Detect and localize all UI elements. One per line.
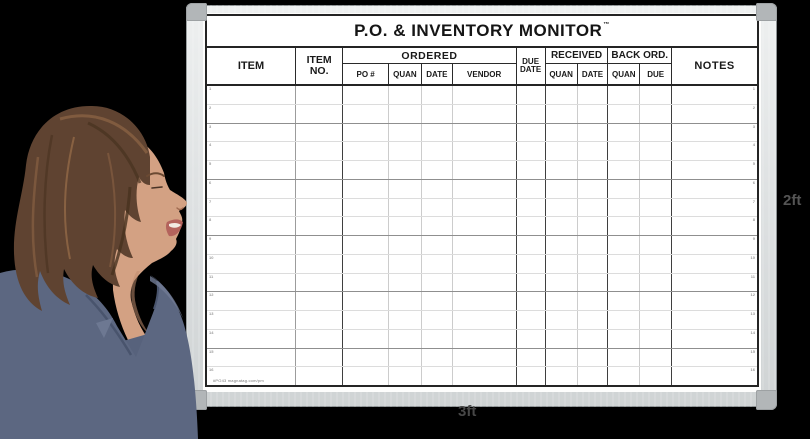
- row-cell: [388, 142, 421, 160]
- row-cell: [516, 142, 545, 160]
- row-cell: [516, 236, 545, 254]
- group-header-back-ord: BACK ORD.: [607, 48, 671, 64]
- row-cell: [421, 367, 452, 385]
- row-cell: [607, 274, 639, 292]
- table-row: [207, 180, 757, 199]
- row-cell: [639, 124, 671, 142]
- row-cell: [545, 274, 577, 292]
- row-cell: [388, 86, 421, 104]
- row-cell: [388, 274, 421, 292]
- woman-eye: [152, 187, 162, 188]
- board-title: P.O. & INVENTORY MONITOR: [354, 21, 603, 40]
- table-row: [207, 236, 757, 255]
- row-cell: [545, 292, 577, 310]
- row-cell: [342, 86, 388, 104]
- row-cell: [671, 311, 757, 329]
- row-cell: [671, 105, 757, 123]
- row-cell: [295, 330, 342, 348]
- row-number: 12: [209, 292, 214, 298]
- row-cell: [516, 274, 545, 292]
- row-cell: [577, 105, 608, 123]
- row-cell: [516, 105, 545, 123]
- row-cell: [452, 180, 516, 198]
- row-cell: [639, 161, 671, 179]
- row-number: 15: [209, 348, 214, 354]
- row-cell: [671, 86, 757, 104]
- table-row: [207, 86, 757, 105]
- row-cell: [452, 217, 516, 235]
- row-cell: [607, 199, 639, 217]
- row-cell: [388, 292, 421, 310]
- row-cell: [516, 367, 545, 385]
- row-number: 16: [750, 367, 755, 373]
- row-cell: [545, 236, 577, 254]
- row-number: 2: [752, 104, 755, 110]
- row-cell: [671, 367, 757, 385]
- row-cell: [452, 142, 516, 160]
- row-cell: [607, 86, 639, 104]
- row-number: 7: [752, 198, 755, 204]
- row-number: 5: [752, 161, 755, 166]
- row-cell: [388, 105, 421, 123]
- row-cell: [421, 86, 452, 104]
- row-cell: [671, 199, 757, 217]
- row-number: 13: [209, 311, 214, 316]
- row-cell: [516, 124, 545, 142]
- row-cell: [452, 255, 516, 273]
- board-surface: [203, 13, 761, 392]
- row-cell: [516, 217, 545, 235]
- row-cell: [452, 274, 516, 292]
- group-header-received: RECEIVED: [545, 48, 608, 64]
- row-cell: [342, 199, 388, 217]
- row-cell: [607, 180, 639, 198]
- row-cell: [421, 142, 452, 160]
- row-cell: [421, 180, 452, 198]
- row-cell: [295, 349, 342, 367]
- row-number: 2: [209, 104, 212, 110]
- row-cell: [545, 311, 577, 329]
- row-cell: [452, 367, 516, 385]
- row-cell: [421, 330, 452, 348]
- row-cell: [342, 142, 388, 160]
- row-number: 3: [752, 123, 755, 129]
- column-header-received-quan: QUAN: [545, 64, 577, 84]
- row-cell: [388, 161, 421, 179]
- row-cell: [607, 367, 639, 385]
- row-cell: [388, 180, 421, 198]
- row-cell: [342, 161, 388, 179]
- row-cell: [545, 86, 577, 104]
- row-cell: [295, 142, 342, 160]
- row-cell: [671, 217, 757, 235]
- row-cell: [671, 255, 757, 273]
- row-cell: [545, 330, 577, 348]
- row-cell: [545, 255, 577, 273]
- frame-corner-top-right: [756, 3, 777, 21]
- row-cell: [421, 311, 452, 329]
- row-cell: [452, 292, 516, 310]
- row-number: 5: [209, 161, 212, 166]
- row-cell: [516, 199, 545, 217]
- column-header-vendor: VENDOR: [452, 64, 516, 84]
- height-dimension-label: 2ft: [783, 192, 802, 209]
- row-number: 16: [209, 367, 214, 373]
- row-cell: [421, 292, 452, 310]
- due-line1: DUE: [522, 56, 540, 66]
- table-row: [207, 105, 757, 124]
- row-cell: [516, 86, 545, 104]
- row-cell: [452, 199, 516, 217]
- row-cell: [295, 367, 342, 385]
- row-cell: [671, 236, 757, 254]
- row-cell: [577, 217, 608, 235]
- row-cell: [421, 349, 452, 367]
- row-cell: [388, 255, 421, 273]
- row-cell: [516, 180, 545, 198]
- table-row: [207, 292, 757, 311]
- row-cell: [342, 292, 388, 310]
- row-cell: [607, 292, 639, 310]
- row-cell: [388, 236, 421, 254]
- row-cell: [577, 255, 608, 273]
- row-cell: [671, 180, 757, 198]
- column-header-item: ITEM: [237, 60, 265, 72]
- row-cell: [295, 311, 342, 329]
- table-row: [207, 217, 757, 236]
- row-cell: [295, 180, 342, 198]
- frame-corner-top-left: [186, 3, 207, 21]
- row-cell: [421, 124, 452, 142]
- row-cell: [545, 199, 577, 217]
- row-cell: [577, 199, 608, 217]
- frame-corner-bottom-right: [756, 390, 777, 410]
- table-row: [207, 142, 757, 161]
- row-cell: [295, 161, 342, 179]
- row-cell: [607, 142, 639, 160]
- table-row: [207, 349, 757, 368]
- row-cell: [295, 292, 342, 310]
- table-body: [207, 86, 757, 385]
- row-cell: [452, 311, 516, 329]
- row-cell: [342, 124, 388, 142]
- row-cell: [545, 180, 577, 198]
- row-cell: [577, 367, 608, 385]
- row-cell: [577, 142, 608, 160]
- row-cell: [607, 161, 639, 179]
- column-header-due-date: [516, 48, 545, 84]
- row-cell: [388, 349, 421, 367]
- table-header: [207, 48, 757, 86]
- footer-product-code: #PO43 magnatag.com/pm: [213, 378, 264, 383]
- row-cell: [639, 330, 671, 348]
- row-cell: [342, 255, 388, 273]
- row-cell: [452, 161, 516, 179]
- row-cell: [421, 274, 452, 292]
- row-cell: [671, 274, 757, 292]
- row-cell: [516, 161, 545, 179]
- row-number: 9: [752, 236, 755, 241]
- row-cell: [545, 124, 577, 142]
- row-number: 3: [209, 123, 212, 129]
- column-header-po-number: PO #: [342, 64, 388, 84]
- row-cell: [639, 142, 671, 160]
- row-cell: [421, 105, 452, 123]
- row-cell: [295, 255, 342, 273]
- row-number: 8: [752, 217, 755, 223]
- row-cell: [639, 217, 671, 235]
- row-cell: [295, 274, 342, 292]
- row-cell: [639, 199, 671, 217]
- row-cell: [671, 142, 757, 160]
- column-header-received-date: DATE: [577, 64, 608, 84]
- row-cell: [452, 124, 516, 142]
- row-cell: [671, 292, 757, 310]
- row-number: 14: [209, 329, 214, 335]
- row-cell: [639, 255, 671, 273]
- row-cell: [342, 105, 388, 123]
- row-cell: [421, 255, 452, 273]
- woman-photo: [0, 95, 260, 439]
- row-cell: [388, 199, 421, 217]
- table-row: [207, 199, 757, 218]
- row-number: 10: [750, 254, 755, 260]
- row-cell: [342, 274, 388, 292]
- row-cell: [388, 330, 421, 348]
- row-cell: [577, 311, 608, 329]
- table-row: [207, 161, 757, 180]
- row-cell: [671, 124, 757, 142]
- row-cell: [607, 124, 639, 142]
- row-number: 13: [750, 311, 755, 316]
- row-cell: [577, 292, 608, 310]
- row-cell: [577, 180, 608, 198]
- row-cell: [452, 330, 516, 348]
- row-cell: [452, 236, 516, 254]
- row-cell: [421, 217, 452, 235]
- row-cell: [639, 292, 671, 310]
- row-cell: [577, 349, 608, 367]
- column-header-ordered-date: DATE: [421, 64, 452, 84]
- table-row: [207, 311, 757, 330]
- row-number: 1: [209, 86, 212, 91]
- row-cell: [545, 349, 577, 367]
- table-row: [207, 255, 757, 274]
- group-header-ordered: ORDERED: [342, 48, 515, 64]
- row-cell: [639, 274, 671, 292]
- row-cell: [639, 86, 671, 104]
- row-cell: [639, 105, 671, 123]
- row-cell: [342, 367, 388, 385]
- row-cell: [388, 124, 421, 142]
- row-cell: [607, 217, 639, 235]
- row-cell: [577, 86, 608, 104]
- row-number: 8: [209, 217, 212, 223]
- row-cell: [607, 236, 639, 254]
- row-number: 11: [209, 273, 214, 279]
- row-cell: [452, 349, 516, 367]
- row-number: 14: [750, 329, 755, 335]
- column-header-ordered-quan: QUAN: [388, 64, 421, 84]
- row-number: 4: [209, 142, 212, 148]
- row-cell: [545, 217, 577, 235]
- table-row: [207, 330, 757, 349]
- row-cell: [671, 161, 757, 179]
- row-cell: [388, 367, 421, 385]
- row-cell: [452, 86, 516, 104]
- row-cell: [295, 199, 342, 217]
- whiteboard: [186, 5, 777, 407]
- row-cell: [607, 349, 639, 367]
- row-cell: [545, 161, 577, 179]
- column-header-notes: NOTES: [671, 48, 757, 84]
- row-number: 7: [209, 198, 212, 204]
- row-cell: [516, 255, 545, 273]
- row-cell: [639, 311, 671, 329]
- item-no-line1: ITEM: [306, 54, 332, 66]
- row-cell: [639, 236, 671, 254]
- row-cell: [342, 217, 388, 235]
- table-row: [207, 367, 757, 385]
- row-cell: [545, 105, 577, 123]
- row-cell: [452, 105, 516, 123]
- width-dimension-label: 3ft: [458, 403, 477, 420]
- row-cell: [607, 105, 639, 123]
- row-cell: [516, 311, 545, 329]
- row-cell: [577, 124, 608, 142]
- row-cell: [342, 330, 388, 348]
- row-number: 4: [752, 142, 755, 148]
- row-cell: [577, 274, 608, 292]
- row-cell: [577, 161, 608, 179]
- row-cell: [639, 349, 671, 367]
- row-cell: [607, 330, 639, 348]
- column-header-back-quan: QUAN: [607, 64, 639, 84]
- row-cell: [607, 311, 639, 329]
- row-number: 10: [209, 254, 214, 260]
- row-cell: [295, 105, 342, 123]
- row-cell: [295, 124, 342, 142]
- row-cell: [421, 199, 452, 217]
- trademark-symbol: ™: [603, 22, 610, 28]
- row-number: 1: [752, 86, 755, 91]
- row-number: 15: [750, 348, 755, 354]
- row-number: 6: [752, 179, 755, 185]
- row-number: 11: [750, 273, 755, 279]
- row-cell: [388, 217, 421, 235]
- table-row: [207, 274, 757, 293]
- row-number: 9: [209, 236, 212, 241]
- inventory-table: [205, 14, 759, 387]
- row-cell: [342, 236, 388, 254]
- row-cell: [342, 349, 388, 367]
- row-cell: [516, 349, 545, 367]
- row-cell: [295, 236, 342, 254]
- row-cell: [421, 161, 452, 179]
- row-cell: [295, 86, 342, 104]
- row-cell: [295, 217, 342, 235]
- table-row: [207, 124, 757, 143]
- row-cell: [516, 292, 545, 310]
- row-cell: [342, 180, 388, 198]
- row-number: 12: [750, 292, 755, 298]
- row-cell: [607, 255, 639, 273]
- board-title-band: [207, 16, 757, 48]
- row-cell: [639, 367, 671, 385]
- row-cell: [545, 367, 577, 385]
- row-cell: [545, 142, 577, 160]
- row-cell: [388, 311, 421, 329]
- column-header-back-due: DUE: [639, 64, 671, 84]
- column-header-item-no: [295, 48, 342, 84]
- row-cell: [671, 330, 757, 348]
- row-cell: [639, 180, 671, 198]
- row-cell: [577, 330, 608, 348]
- row-cell: [577, 236, 608, 254]
- row-cell: [671, 349, 757, 367]
- row-cell: [516, 330, 545, 348]
- due-line2: DATE: [520, 65, 542, 74]
- row-cell: [342, 311, 388, 329]
- row-number: 6: [209, 179, 212, 185]
- row-cell: [421, 236, 452, 254]
- item-no-line2: NO.: [309, 65, 329, 77]
